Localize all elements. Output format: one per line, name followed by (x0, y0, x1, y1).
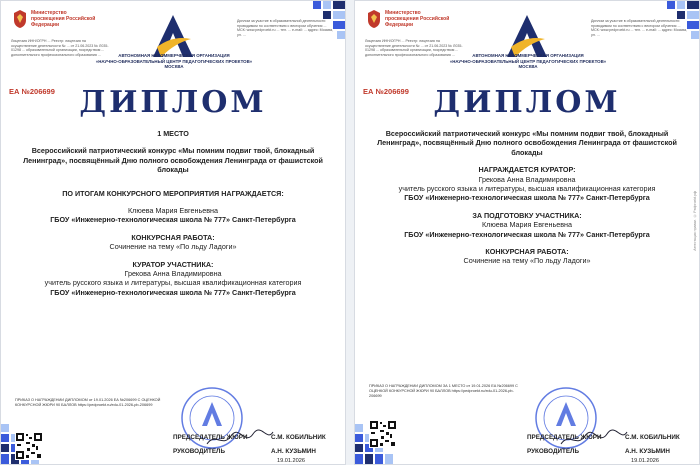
license-text: Лицензия ИНН/ОГРН ... Реестр: лицензия на осуществление деятельности № ... от 21.06.2023 № Л035-01298 ... образовательной организации, посредством ... дополнительного профессионального образования ... (365, 39, 463, 57)
awardee-name: Клюева Мария Евгеньевна (127, 206, 219, 216)
ministry-name: Министерство просвещения Российской Федерации (385, 10, 450, 28)
curator-role: учитель русского языка и литературы, высшая квалификационная категория (398, 184, 656, 194)
diploma-body (369, 129, 685, 266)
diploma-body (15, 129, 331, 297)
license-text: Лицензия ИНН/ОГРН ... Реестр: лицензия на осуществление деятельности № ... от 21.06.2023 № Л035-01298 ... образовательной организации, посредством ... дополнительного профессионального образования ... (11, 39, 109, 57)
award-heading: ПО ИТОГАМ КОНКУРСНОГО МЕРОПРИЯТИЯ НАГРАЖДАЕТСЯ: (62, 188, 284, 198)
curator-school: ГБОУ «Инженерно-технологическая школа № 777» Санкт-Петербурга (404, 193, 650, 203)
curator-role: учитель русского языка и литературы, высшая квалификационная категория (44, 278, 302, 288)
awardee-school: ГБОУ «Инженерно-технологическая школа № 777» Санкт-Петербурга (50, 215, 296, 225)
head-label: РУКОВОДИТЕЛЬ (173, 448, 225, 455)
head-label: РУКОВОДИТЕЛЬ (527, 448, 579, 455)
date: 19.01.2026 (631, 458, 659, 464)
jury-chair-name: С.М. КОБИЛЬНИК (271, 434, 326, 441)
emblem-icon (11, 9, 29, 29)
place: 1 МЕСТО (157, 129, 189, 138)
header (363, 9, 691, 79)
jury-chair-label: ПРЕДСЕДАТЕЛЬ ЖЮРИ (173, 434, 248, 441)
curator-name: Грекова Анна Владимировна (124, 269, 222, 279)
diploma-right (354, 0, 700, 465)
date: 19.01.2026 (277, 458, 305, 464)
head-name: А.Н. КУЗЬМИН (625, 448, 670, 455)
curator-heading: НАГРАЖДАЕТСЯ КУРАТОР: (478, 165, 576, 175)
organization-name: АВТОНОМНАЯ НЕКОММЕРЧЕСКАЯ ОРГАНИЗАЦИЯ «НАУЧНО-ОБРАЗОВАТЕЛЬНЫЙ ЦЕНТР ПЕДАГОГИЧЕСКИХ ПРОЕКТОВ» МОСКВА (95, 53, 253, 69)
registration-number: ЕА №206699 (363, 87, 409, 96)
ministry-name: Министерство просвещения Российской Федерации (31, 10, 96, 28)
diploma-title: ДИПЛОМ (79, 85, 267, 120)
prep-heading: ЗА ПОДГОТОВКУ УЧАСТНИКА: (472, 210, 582, 220)
qr-code-icon[interactable] (369, 420, 397, 448)
organization-name: АВТОНОМНАЯ НЕКОММЕРЧЕСКАЯ ОРГАНИЗАЦИЯ «НАУЧНО-ОБРАЗОВАТЕЛЬНЫЙ ЦЕНТР ПЕДАГОГИЧЕСКИХ ПРОЕКТОВ» МОСКВА (449, 53, 607, 69)
work-heading: КОНКУРСНАЯ РАБОТА: (131, 232, 215, 242)
curator-heading: КУРАТОР УЧАСТНИКА: (132, 259, 214, 269)
prep-name: Клюева Мария Евгеньевна (481, 220, 573, 230)
emblem-icon (365, 9, 383, 29)
header (9, 9, 337, 79)
diploma-title: ДИПЛОМ (433, 85, 621, 120)
jury-chair-label: ПРЕДСЕДАТЕЛЬ ЖЮРИ (527, 434, 602, 441)
diploma-left (0, 0, 346, 465)
contest-name: Всероссийский патриотический конкурс «Мы помним подвиг твой, блокадный Ленинград», посвящённый Дню полного освобождения Ленинграда от фашистской блокады (23, 146, 323, 175)
registration-number: ЕА №206699 (9, 87, 55, 96)
curator-name: Грекова Анна Владимировна (478, 174, 576, 184)
footer (369, 384, 685, 464)
organization-info: Диплом за участие в образовательной деятельности проводимом по соответствию с вектором обучения ... МСК: www.pedproekt.ru ... тел. ... e-mail: ... адрес: Москва, ул. ... (237, 19, 333, 37)
jury-chair-name: С.М. КОБИЛЬНИК (625, 434, 680, 441)
prep-school: ГБОУ «Инженерно-технологическая школа № 777» Санкт-Петербурга (404, 229, 650, 239)
organization-info: Диплом за участие в образовательной деятельности проводимом по соответствию с вектором обучения ... МСК: www.pedproekt.ru ... тел. ... e-mail: ... адрес: Москва, ул. ... (591, 19, 687, 37)
qr-code-icon[interactable] (15, 432, 43, 460)
order-text: ПРИКАЗ О НАГРАЖДЕНИИ ДИПЛОМОМ от 19.01.2026 ЕА №206699 С ОЦЕНКОЙ КОНКУРСНОЙ ЖЮРИ 90 БАЛЛОВ https://pedproekt.ru/edu-01-2026-pb-206699 (15, 398, 161, 407)
footer (15, 384, 331, 464)
work-heading: КОНКУРСНАЯ РАБОТА: (485, 247, 569, 257)
work-title: Сочинение на тему «По льду Ладоги» (109, 242, 237, 252)
curator-school: ГБОУ «Инженерно-технологическая школа № 777» Санкт-Петербурга (50, 287, 296, 297)
work-title: Сочинение на тему «По льду Ладоги» (463, 256, 591, 266)
side-text: Аттестация правил. © Pedproekt.рф (693, 191, 697, 251)
contest-name: Всероссийский патриотический конкурс «Мы помним подвиг твой, блокадный Ленинград», посвящённый Дню полного освобождения Ленинграда от фашистской блокады (377, 129, 677, 157)
order-text: ПРИКАЗ О НАГРАЖДЕНИИ ДИПЛОМОМ ЗА 1 МЕСТО от 19.01.2026 ЕА №206699 С ОЦЕНКОЙ КОНКУРСНОЙ ЖЮРИ 90 БАЛЛОВ https://pedproekt.ru/edu-01-2026-pb-206699 (369, 384, 518, 398)
head-name: А.Н. КУЗЬМИН (271, 448, 316, 455)
